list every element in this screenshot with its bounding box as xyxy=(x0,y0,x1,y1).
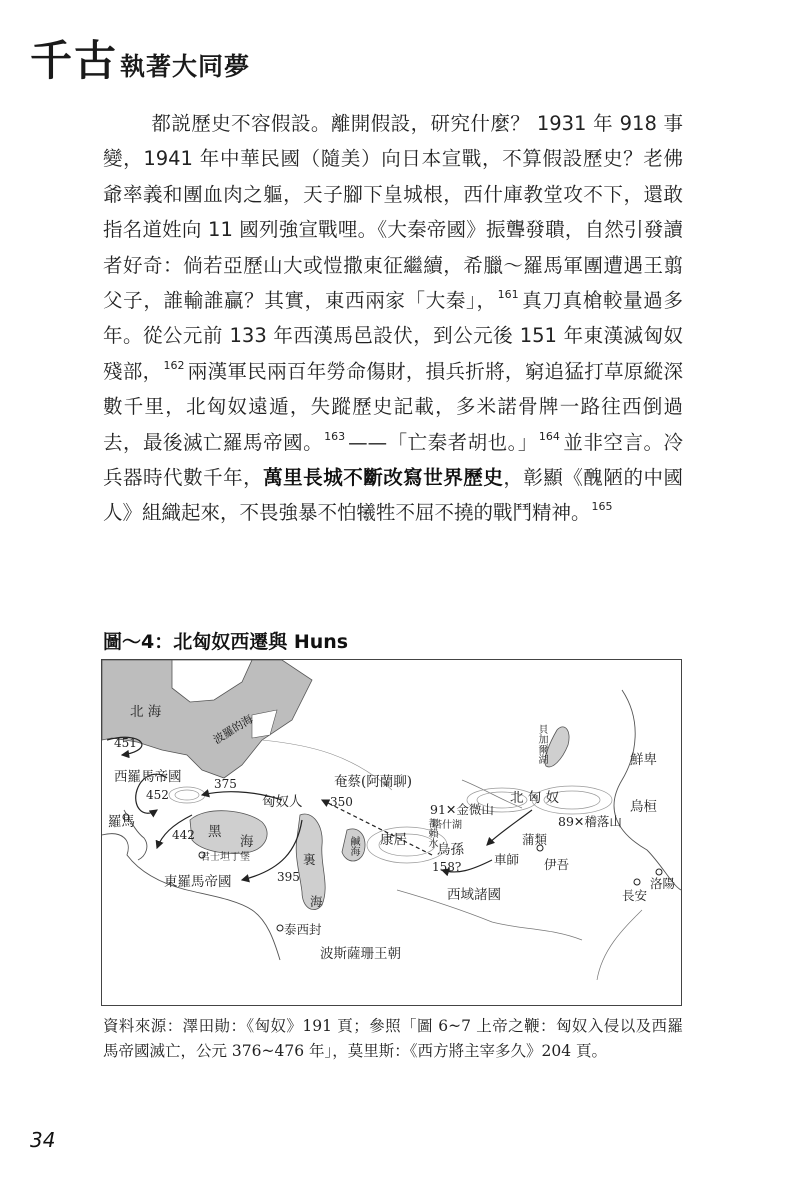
body-text-part-6: ，彰顯《醜陋的中國人》組織起來，不畏強暴不怕犧牲不屈不撓的戰鬥精神。 xyxy=(103,466,683,525)
footnote-ref-161[interactable]: 161 xyxy=(497,288,519,302)
coast-east xyxy=(614,690,681,890)
label-sassanid: 波斯薩珊王朝 xyxy=(320,946,401,962)
label-xianbei: 鮮卑 xyxy=(630,752,657,768)
label-jinwei: 91✕金微山 xyxy=(430,802,494,817)
label-black-sea-2: 海 xyxy=(240,834,254,850)
body-text-part-3: 兩漢軍民兩百年勞命傷財，損兵折將，窮追猛打草原縱深數千里，北匈奴遠遁，失蹤歷史記載，多米諾骨牌一路往西倒過去，最後滅亡羅馬帝國。 xyxy=(103,359,683,454)
body-text-part-2: 真刀真槍較量過多年。從公元前 133 年西漢馬邑設伏，到公元後 151 年東漢滅匈奴殘部， xyxy=(103,289,683,383)
label-375: 375 xyxy=(214,777,237,791)
body-text-part-5: 並非空言。冷兵器時代數千年， xyxy=(103,430,683,490)
footnote-ref-165[interactable]: 165 xyxy=(591,500,613,514)
label-caspian-2: 海 xyxy=(310,894,323,909)
label-talas: 塔什湖 xyxy=(432,820,462,831)
label-350: 350 xyxy=(330,795,353,809)
label-451: 451 xyxy=(114,736,137,750)
figure-caption: 資料來源：澤田勛：《匈奴》191 頁；參照「圖 6~7 上帝之鞭：匈奴入侵以及西羅馬帝國滅亡，公元 376~476 年」，莫里斯：《西方將主宰多久》204 頁。 xyxy=(103,1017,683,1060)
running-head xyxy=(30,28,250,88)
footnote-ref-162[interactable]: 162 xyxy=(163,358,185,372)
label-yiwu: 伊吾 xyxy=(544,857,570,872)
footnote-ref-164[interactable]: 164 xyxy=(538,429,560,443)
label-158: 158? xyxy=(432,860,462,874)
label-wusun: 烏孫 xyxy=(437,842,464,858)
body-bold-phrase: 萬里長城不斷改寫世界歷史 xyxy=(263,466,504,490)
label-dolai: 都賴水 xyxy=(426,818,437,848)
figure-title: 圖～4：北匈奴西遷與 Huns xyxy=(103,631,349,653)
river-3 xyxy=(597,910,642,980)
label-baltic: 波羅的海 xyxy=(211,712,256,747)
label-caspian-1: 裏 xyxy=(303,852,316,867)
label-yancai: 奄蔡(阿蘭聊) xyxy=(334,774,413,790)
label-eastern-rome: 東羅馬帝國 xyxy=(164,874,232,890)
label-452: 452 xyxy=(146,788,169,802)
label-north-sea: 北 海 xyxy=(130,704,162,720)
label-xiyu: 西域諸國 xyxy=(447,887,501,903)
label-jiluo: 89✕稽落山 xyxy=(558,814,622,829)
label-changan: 長安 xyxy=(622,888,648,903)
label-western-rome: 西羅馬帝國 xyxy=(114,769,182,785)
label-luoyang: 洛陽 xyxy=(650,876,676,891)
label-ctesiphon: 泰西封 xyxy=(284,922,322,937)
label-black-sea-1: 黑 xyxy=(208,824,222,840)
page-number: 34 xyxy=(30,1128,56,1152)
footnote-ref-163[interactable]: 163 xyxy=(324,429,346,443)
label-pulei: 蒲類 xyxy=(522,832,548,847)
label-xiongnu-people: 匈奴人 xyxy=(262,794,303,810)
label-442: 442 xyxy=(172,828,195,842)
mediterranean-coast xyxy=(102,834,280,960)
label-north-xiongnu: 北 匈 奴 xyxy=(510,790,560,806)
label-constantinople: 君士坦丁堡 xyxy=(200,852,250,863)
label-rome: 羅馬 xyxy=(108,814,135,830)
city-marker-changan xyxy=(634,879,640,885)
label-wuhuan: 烏桓 xyxy=(630,799,657,815)
label-aral: 鹹海 xyxy=(348,836,359,856)
body-text-part-4: ——「亡秦者胡也。」 xyxy=(348,430,538,454)
label-baikal: 貝加爾湖 xyxy=(536,724,547,764)
running-head-subtitle: 執著大同夢 xyxy=(120,52,251,81)
label-cheshi: 車師 xyxy=(494,852,520,867)
city-marker-ctesiphon xyxy=(277,925,283,931)
body-paragraph xyxy=(103,106,683,531)
running-head-title: 千古 xyxy=(30,36,119,85)
body-text-part-1: 都説歷史不容假設。離開假設，研究什麼？ 1931 年 918 事變，1941 年中華民國（隨美）向日本宣戰，不算假設歷史？老佛爺率義和團血肉之軀，天子腳下皇城根，西什庫教堂攻不下，還敢指名道姓向 11 國列強宣戰哩。《大秦帝國》振聾發聵，自然引發讀者好奇：倘若亞歷山大或愷撒東征繼續，希臘～羅馬軍團遭遇王翦父子，誰輸誰贏？其實，東西兩家「大秦」， xyxy=(103,112,683,313)
label-395: 395 xyxy=(277,870,300,884)
map-figure xyxy=(101,659,682,1006)
label-kangju: 康居 xyxy=(380,832,407,848)
